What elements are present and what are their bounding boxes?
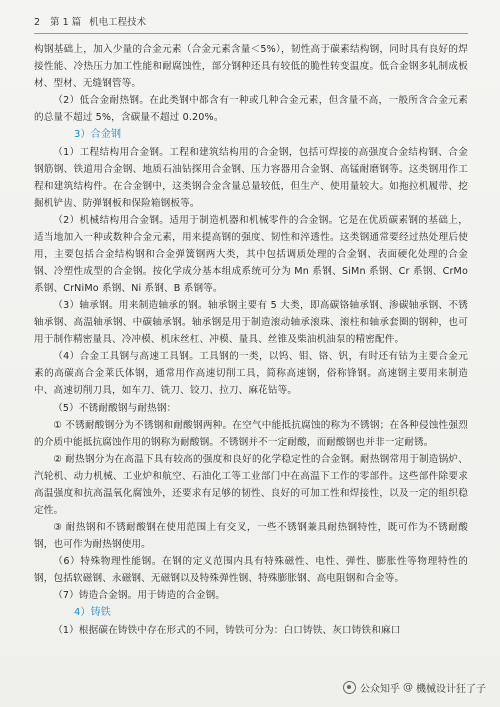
paragraph: （5）不锈耐酸钢与耐热钢：: [53, 402, 177, 414]
paragraph: 构钢基础上，加入少量的合金元素（合金元素含量＜5%），韧性高于碳素结构钢，同时具有良好的焊接性能、冷热压力加工性能和耐腐蚀性，部分钢种还具有较低的脆性转变温度。低合金钢多轧制成板材、型材、无缝钢管等。: [34, 44, 468, 90]
paragraph: （1）工程结构用合金钢。工程和建筑结构用的合金钢，包括可焊接的高强度合金结构钢、合金钢筋钢、铁道用合金钢、地质石油钻探用合金钢、压力容器用合金钢、高锰耐磨钢等。这类钢用作工程和建筑结构件。在合金钢中，这类钢合金含量总量较低，但生产、使用量较大。如拖拉机履带、挖掘机铲齿、防弹钢板和保险箱钢板等。: [34, 146, 468, 209]
page-body: [34, 41, 468, 639]
paragraph: （1）根据碳在铸铁中存在形式的不同，铸铁可分为：白口铸铁、灰口铸铁和麻口: [53, 624, 401, 636]
page-header: [34, 14, 468, 34]
section-heading: 4）铸铁: [74, 607, 111, 619]
paragraph: （2）机械结构用合金钢。适用于制造机器和机械零件的合金钢。它是在优质碳素钢的基础上，适当地加入一种或数种合金元素，用来提高钢的强度、韧性和淬透性。这类钢通常要经过热处理后使用，主要包括合金结构钢和合金弹簧钢两大类，其中包括调质处理的合金钢、表面硬化处理的合金钢、冷塑性成型的合金钢。按化学成分基本组成系统可分为 Mn 系钢、SiMn 系钢、Cr 系钢、CrMo 系钢、CrNiMo 系钢、Ni 系钢、B 系钢等。: [34, 215, 468, 295]
paragraph: （7）铸造合金钢。用于铸造的合金钢。: [53, 590, 226, 602]
watermark-separator: @: [403, 682, 413, 693]
part-label: 第 1 篇: [50, 17, 82, 28]
paragraph: （4）合金工具钢与高速工具钢。工具钢的一类，以钨、钼、铬、钒，有时还有钴为主要合金元素的高碳高合金莱氏体钢，通常用作高速切削工具，简称高速钢，俗称锋钢。高速钢主要用来制造中、高速切削刀具，如车刀、铣刀、铰刀、拉刀、麻花钻等。: [34, 351, 468, 397]
page-number: 2: [34, 17, 41, 28]
paragraph: （2）低合金耐热钢。在此类钢中都含有一种或几种合金元素，但含量不高，一般所含合金元素的总量不超过 5%，含碳量不超过 0.20%。: [34, 95, 468, 124]
paragraph: （6）特殊物理性能钢。在钢的定义范围内具有特殊磁性、电性、弹性、膨胀性等物理特性的钢，包括软磁钢、永磁钢、无磁钢以及特殊弹性钢、特殊膨胀钢、高电阻钢和合金等。: [34, 555, 468, 584]
watermark-left: 公众知乎: [360, 684, 400, 695]
paragraph: ② 耐热钢分为在高温下具有较高的强度和良好的化学稳定性的合金钢。耐热钢常用于制造锅炉、汽轮机、动力机械、工业炉和航空、石油化工等工业部门中在高温下工作的零部件。这些部件除要求高温强度和抗高温氧化腐蚀外，还要求有足够的韧性、良好的可加工性和焊接性，以及一定的组织稳定性。: [34, 453, 468, 516]
book-title: 机电工程技术: [89, 17, 147, 28]
camera-icon: [343, 681, 356, 694]
paragraph: ① 不锈耐酸钢分为不锈钢和耐酸钢两种。在空气中能抵抗腐蚀的称为不锈钢；在各种侵蚀性强烈的介质中能抵抗腐蚀作用的钢称为耐酸钢。不锈钢并不一定耐酸，而耐酸钢也并非一定耐锈。: [34, 419, 468, 448]
paragraph: ③ 耐热钢和不锈耐酸钢在使用范围上有交叉，一些不锈钢兼具耐热钢特性，既可作为不锈耐酸钢，也可作为耐热钢使用。: [34, 521, 468, 550]
watermark-right: 機械设计狂了子: [416, 684, 486, 695]
watermark: [343, 680, 486, 695]
paragraph: （3）轴承钢。用来制造轴承的钢。轴承钢主要有 5 大类，即高碳铬轴承钢、渗碳轴承钢、不锈轴承钢、高温轴承钢、中碳轴承钢。轴承钢是用于制造滚动轴承滚珠、滚柱和轴承套圈的钢种，也可用于制作精密量具、冷冲模、机床丝杠、冲模、量具、丝锥及柴油机油泵的精密配件。: [34, 300, 468, 346]
section-heading: 3）合金钢: [74, 129, 122, 141]
